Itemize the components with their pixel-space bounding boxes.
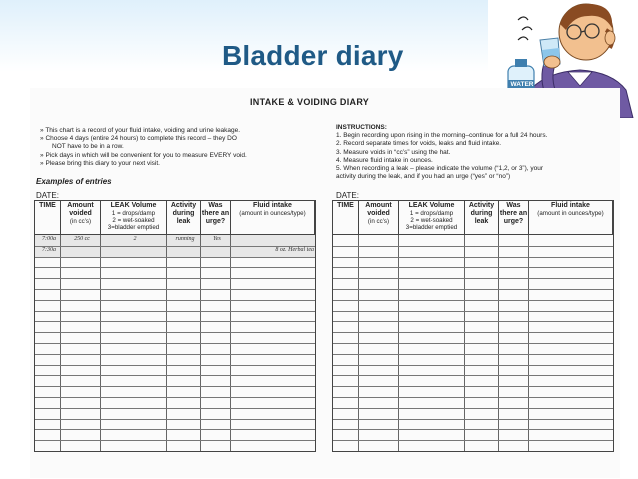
instructions-label: INSTRUCTIONS: xyxy=(336,124,387,131)
note-line: » Please bring this diary to your next visit. xyxy=(40,159,160,167)
table-row[interactable] xyxy=(333,311,613,312)
note-line: » Pick days in which will be convenient for you to measure EVERY void. xyxy=(40,151,247,159)
column-header xyxy=(529,201,613,235)
table-row[interactable] xyxy=(35,440,315,441)
examples-label: Examples of entries xyxy=(36,177,112,186)
table-row[interactable] xyxy=(35,408,315,409)
diary-table-right xyxy=(332,200,614,452)
note-line: NOT have to be in a row. xyxy=(52,143,124,151)
column-subtitle: 2 = wet-soaked xyxy=(112,217,155,224)
column-header xyxy=(167,201,201,235)
column-header xyxy=(465,201,499,235)
table-row[interactable] xyxy=(35,386,315,387)
column-title: Fluid intake xyxy=(253,202,292,209)
instruction-line: 1. Begin recording upon rising in the morning–continue for a full 24 hours. xyxy=(336,132,548,140)
example-cell: 7:00a xyxy=(42,236,56,242)
table-row[interactable] xyxy=(333,321,613,322)
instructions-list xyxy=(336,124,547,181)
table-row[interactable] xyxy=(333,375,613,376)
table-row[interactable] xyxy=(35,343,315,344)
instruction-line: 4. Measure fluid intake in ounces. xyxy=(336,156,433,164)
example-cell: 2 xyxy=(133,236,137,242)
table-row[interactable] xyxy=(333,408,613,409)
table-row[interactable] xyxy=(333,300,613,301)
example-cell: running xyxy=(175,236,195,242)
column-header xyxy=(201,201,231,235)
table-row[interactable] xyxy=(35,419,315,420)
slide-title: Bladder diary xyxy=(222,40,404,71)
table-row[interactable] xyxy=(35,365,315,366)
column-title: TIME xyxy=(39,202,56,209)
column-title: Activity during leak xyxy=(170,202,197,225)
column-subtitle: 1 = drops/damp xyxy=(111,210,156,217)
column-title: LEAK Volume xyxy=(408,202,455,209)
table-row[interactable] xyxy=(333,246,613,247)
date-label-left: DATE: xyxy=(36,191,59,200)
table-row[interactable] xyxy=(333,332,613,333)
table-row[interactable] xyxy=(333,354,613,355)
table-row[interactable] xyxy=(35,375,315,376)
table-row[interactable] xyxy=(35,278,315,279)
column-header xyxy=(35,201,61,235)
table-row[interactable] xyxy=(333,419,613,420)
instruction-line: 5. When recording a leak – please indicate the volume (“1,2, or 3”), your xyxy=(336,165,544,173)
column-subtitle: 1 = drops/damp xyxy=(409,210,454,217)
column-subtitle: (amount in ounces/type) xyxy=(239,210,306,217)
column-title: TIME xyxy=(337,202,354,209)
example-cell: 250 cc xyxy=(74,236,90,242)
table-row[interactable] xyxy=(35,354,315,355)
table-row[interactable] xyxy=(35,257,315,258)
instruction-line: 2. Record separate times for voids, leaks and fluid intake. xyxy=(336,140,502,148)
column-subtitle: 3=bladder emptied xyxy=(405,224,458,231)
table-row[interactable] xyxy=(333,440,613,441)
table-row[interactable] xyxy=(333,397,613,398)
column-subtitle: 2 = wet-soaked xyxy=(410,217,453,224)
example-cell: 7:30a xyxy=(42,246,56,253)
column-title: Activity during leak xyxy=(468,202,495,225)
table-row[interactable] xyxy=(333,429,613,430)
column-title: Was there an urge? xyxy=(499,202,528,225)
table-row[interactable] xyxy=(35,321,315,322)
table-row[interactable] xyxy=(35,300,315,301)
column-title: Was there an urge? xyxy=(201,202,230,225)
table-row[interactable] xyxy=(333,386,613,387)
table-row[interactable] xyxy=(35,397,315,398)
note-line: » Choose 4 days (entire 24 hours) to complete this record – they DO xyxy=(40,135,237,143)
diary-heading: INTAKE & VOIDING DIARY xyxy=(250,97,370,107)
table-row[interactable] xyxy=(35,311,315,312)
diary-table-left xyxy=(34,200,316,452)
column-header xyxy=(333,201,359,235)
table-row[interactable] xyxy=(333,289,613,290)
table-row[interactable] xyxy=(35,332,315,333)
column-header xyxy=(399,201,465,235)
table-row[interactable] xyxy=(333,257,613,258)
instruction-line: 3. Measure voids in “cc’s” using the hat. xyxy=(336,148,451,156)
table-row[interactable] xyxy=(35,267,315,268)
instruction-line: activity during the leak, and if you had an urge (“yes” or “no”) xyxy=(336,173,511,181)
column-title: Amount voided xyxy=(365,202,392,217)
column-subtitle: (in cc’s) xyxy=(69,218,92,225)
notes-list xyxy=(40,127,247,168)
column-header xyxy=(101,201,167,235)
column-subtitle: 3=bladder emptied xyxy=(107,224,160,231)
table-row[interactable] xyxy=(35,429,315,430)
table-row[interactable] xyxy=(333,343,613,344)
column-header xyxy=(231,201,315,235)
column-subtitle: (in cc’s) xyxy=(367,218,390,225)
date-label-right: DATE: xyxy=(336,191,359,200)
column-header xyxy=(499,201,529,235)
column-subtitle: (amount in ounces/type) xyxy=(537,210,604,217)
example-cell: 8 oz. Herbal tea xyxy=(275,246,314,253)
column-header xyxy=(359,201,399,235)
table-row[interactable] xyxy=(333,365,613,366)
column-title: Amount voided xyxy=(67,202,94,217)
water-bottle-label: WATER xyxy=(510,81,534,88)
column-title: LEAK Volume xyxy=(110,202,157,209)
table-row[interactable] xyxy=(333,267,613,268)
column-title: Fluid intake xyxy=(551,202,590,209)
table-row[interactable] xyxy=(35,289,315,290)
note-line: » This chart is a record of your fluid intake, voiding and urine leakage. xyxy=(40,127,241,134)
column-header xyxy=(61,201,101,235)
table-row[interactable] xyxy=(333,278,613,279)
example-cell: Yes xyxy=(213,236,221,242)
